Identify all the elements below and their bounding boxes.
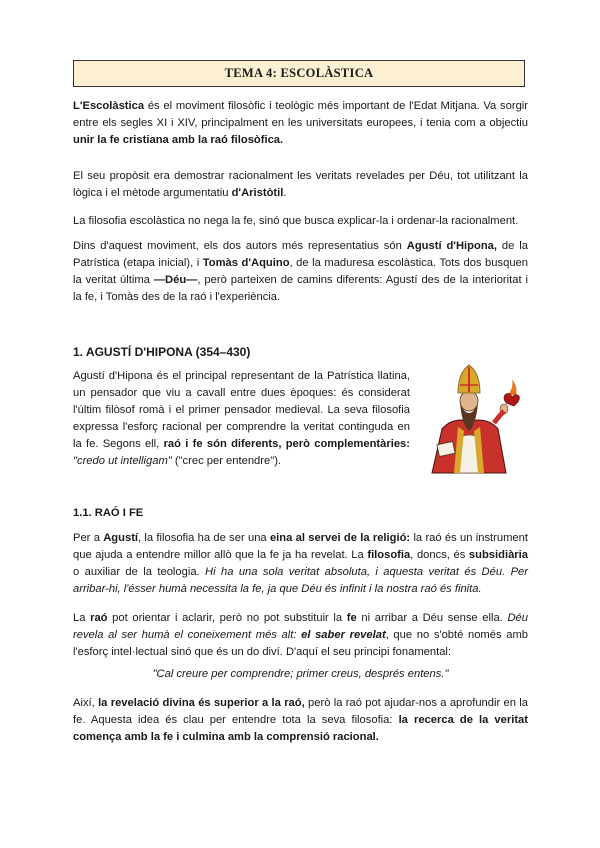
authors-paragraph: Dins d'aquest moviment, els dos autors més representatius són Agustí d'Hipona, de la Patrística (etapa inicial), i Tomàs d'Aquino, de la maduresa escolàstica. Tots dos busquen la veritat última —Déu—, però parteixen de camins diferents: Agustí des de la interioritat i la fe, i Tomàs des de la raó i l'experiència.	[73, 240, 528, 303]
faith-paragraph: La filosofia escolàstica no nega la fe, sinó que busca explicar-la i ordenar-la racionalment.	[73, 215, 519, 227]
rao-fe-paragraph-1: Per a Agustí, la filosofia ha de ser una eina al servei de la religió: la raó és un instrument que ajuda a entendre millor allò que la fe ja ha revelat. La filosofia, doncs, és subsidiària o auxiliar de la teologia. Hi ha una sola veritat absoluta, i aquesta veritat és Déu. Per arribar-hi, l'ésser humà necessita la fe, ja que Déu és infinit i la nostra raó és finita.	[73, 532, 528, 595]
fundamental-principle-quote: "Cal creure per comprendre; primer creus, després entens."	[152, 668, 449, 680]
agusti-intro-paragraph: Agustí d'Hipona és el principal representant de la Patrística llatina, un pensador que viu a cavall entre dues èpoques: és considerat l'últim filòsof romà i el primer pensador medieval. La seva filosofia expressa l'esforç racional per comprendre la veritat continguda en la fe. Segons ell, raó i fe són diferents, però complementàries: "credo ut intelligam" ("crec per entendre").	[73, 370, 411, 467]
rao-fe-paragraph-2: La raó pot orientar i aclarir, però no pot substituir la fe ni arribar a Déu sense ella. Déu revela al ser humà el coneixement més alt: el saber revelat, que no s'obté només amb l'esforç intel·lectual sinó que és un do diví. D'aquí el seu principi fonamental:	[73, 612, 528, 658]
subsection-heading-rao-fe: 1.1. RAÓ I FE	[73, 507, 144, 519]
rao-fe-paragraph-3: Així, la revelació divina és superior a la raó, però la raó pot ajudar-nos a aprofundir en la fe. Aquesta idea és clau per entendre tota la seva filosofia: la recerca de la veritat comença amb la fe i culmina amb la comprensió racional.	[73, 697, 528, 743]
purpose-paragraph: El seu propòsit era demostrar racionalment les veritats revelades per Déu, tot utilitzant la lògica i el mètode argumentatiu d'Aristòtil.	[73, 170, 528, 199]
intro-paragraph: L'Escolàstica és el moviment filosòfic i teològic més important de l'Edat Mitjana. Va sorgir entre els segles XI i XIV, principalment en les universitats europees, i tenia com a objectiu unir la fe cristiana amb la raó filosòfica.	[73, 100, 528, 146]
saint-augustine-illustration	[418, 361, 530, 476]
section-heading-agusti: 1. AGUSTÍ D'HIPONA (354–430)	[73, 345, 251, 359]
term-escolastica: L'Escolàstica	[73, 100, 145, 112]
page-title: TEMA 4: ESCOLÀSTICA	[73, 60, 525, 87]
